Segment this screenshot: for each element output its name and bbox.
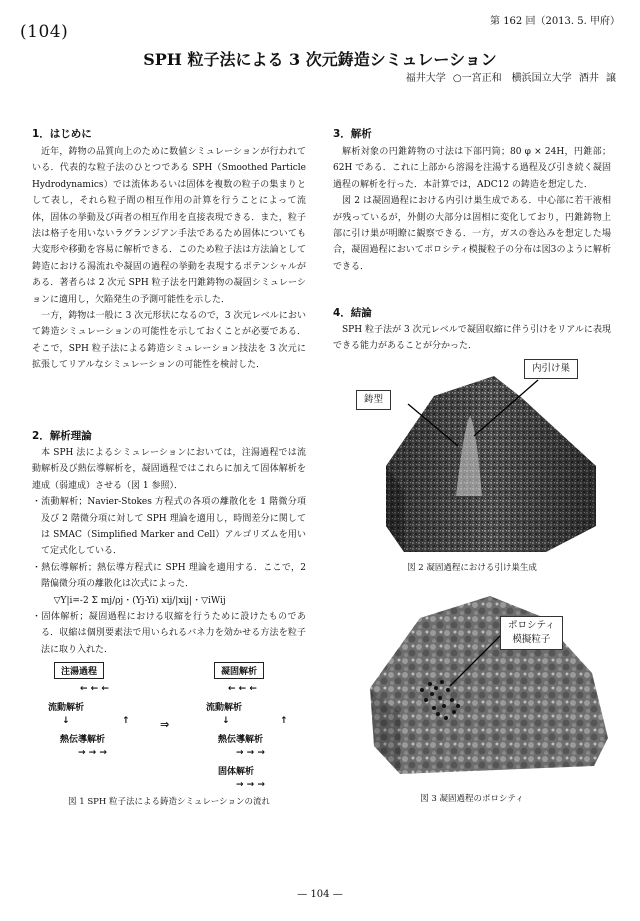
arrows-left-1: ← ← ← (80, 684, 109, 694)
flow-box-pouring: 注湯過程 (54, 662, 104, 679)
section-2-bullet-heat: ・熱伝導解析；熱伝導方程式に SPH 理論を適用する．ここで，2 階偏微分項の離散化は次式によった． (32, 562, 306, 590)
figure-1-caption: 図 1 SPH 粒子法による鋳造シミュレーションの流れ (68, 797, 270, 807)
arrow-down-2: ↓ (222, 716, 230, 726)
conference-info: 第 162 回（2013. 5. 甲府） (490, 16, 620, 27)
figure-3-caption: 図 3 凝固過程のポロシティ (420, 794, 524, 804)
section-2-heading: 2．解析理論 (32, 430, 92, 442)
figure-2-caption: 図 2 凝固過程における引け巣生成 (407, 563, 537, 573)
label-porosity-line1: ポロシティ (508, 620, 555, 631)
label-porosity-line2: 模擬粒子 (512, 634, 551, 645)
label-mold: 鋳型 (356, 390, 391, 410)
page-number: (104) (20, 22, 69, 42)
section-3-paragraph-1: 解析対象の円錐鋳物の寸法は下部円筒；80 φ × 24H，円錐部；62H である．これに上部から溶湯を注湯する過程及び引き続く凝固過程の解析を行った．本計算では，ADC12 の鋳造を想定した． (333, 147, 611, 190)
figure-2 (346, 356, 616, 556)
label-shrinkage-cavity: 内引け巣 (524, 359, 578, 379)
section-4-heading: 4．結論 (333, 307, 372, 319)
section-2-bullet-solid: ・固体解析；凝固過程における収縮を行うために設けたものである．収縮は個別要素法で用いられるバネ力を効かせる方法を粒子法に取り入れた． (32, 612, 306, 655)
flow-analysis-1: 流動解析 (48, 703, 85, 713)
section-3-body (333, 144, 611, 275)
section-1-heading: 1．はじめに (32, 128, 92, 140)
section-1-body (32, 144, 306, 374)
heat-analysis-1: 熱伝導解析 (60, 735, 106, 745)
arrows-right-1: → → → (78, 748, 107, 758)
label-porosity-particles (500, 616, 563, 650)
arrow-up-1: ↑ (122, 716, 130, 726)
arrow-up-2: ↑ (280, 716, 288, 726)
figure-1-flow (32, 658, 306, 808)
figure-2-render (346, 356, 616, 556)
arrows-right-2: → → → (236, 748, 265, 758)
section-1-paragraph-1: 近年，鋳物の品質向上のために数値シミュレーションが行われている．代表的な粒子法のひとつである SPH（Smoothed Particle Hydrodynamics）では流体あるいは固体を複数の粒子の集まりとして表し，それら粒子間の相互作用の計算を行うことによって流体，固体の挙動及び両者の相互作用を直接表現できる．また，粒子法は格子を用いないラグランジアン手法であるため固体についても大変形や移動を容易に解析できる．このため粒子法は方法論として鋳造における湯流れや凝固の過程の挙動を表現するポテンシャルがある．著者らは 2 次元 SPH 粒子法を円錐鋳物の凝固シミュレーションに適用し，欠陥発生の予測可能性を示した． (32, 147, 306, 305)
section-2-formula: ▽Y|i=-2 Σ mj/ρj・(Yj-Yi) xij/|xij|・▽iWij (53, 595, 226, 606)
arrows-right-3: → → → (236, 780, 265, 790)
arrow-down-1: ↓ (62, 716, 70, 726)
casting-porosity-body (370, 596, 608, 774)
section-4-body (333, 322, 611, 355)
section-2-paragraph-1: 本 SPH 法によるシミュレーションにおいては，注湯過程では流動解析及び熱伝導解析を，凝固過程ではこれらに加えて固体解析を連成（弱連成）させる（図 1 参照）． (32, 448, 306, 491)
flow-box-solidification: 凝固解析 (214, 662, 264, 679)
figure-3 (360, 588, 616, 780)
page-footer: — 104 — (297, 889, 343, 900)
implies-arrow: ⇒ (160, 718, 170, 731)
section-3-heading: 3．解析 (333, 128, 372, 140)
heat-analysis-2: 熱伝導解析 (218, 735, 264, 745)
figure-3-render (360, 588, 616, 780)
solid-analysis: 固体解析 (218, 767, 255, 777)
flow-analysis-2: 流動解析 (206, 703, 243, 713)
authors: 福井大学 ○一宮正和 横浜国立大学 酒井 譲 (405, 73, 616, 84)
section-1-paragraph-2: 一方，鋳物は一般に 3 次元形状になるので，3 次元レベルにおいて鋳造シミュレーションの可能性を示しておくことが必要である．そこで，SPH 粒子法による鋳造シミュレーション技法を 3 次元に拡張してリアルなシミュレーションの可能性を検討した． (32, 311, 306, 371)
section-3-paragraph-2: 図 2 は凝固過程における内引け巣生成である．中心部に若干液相が残っているが，外側の大部分は固相に変化しており，円錐鋳物上部に引け巣が明瞭に観察できる．一方，ガスの巻込みを想定した場合，凝固過程においてポロシティ模擬粒子の分布は図3のように解析できる． (333, 196, 611, 272)
paper-title: SPH 粒子法による 3 次元鋳造シミュレーション (143, 50, 497, 69)
section-2-body (32, 445, 306, 658)
section-2-bullet-flow: ・流動解析；Navier-Stokes 方程式の各項の離散化を 1 階微分項及び 2 階微分項に対して SPH 理論を適用し，時間差分に関しては SMAC（Simplified Marker and Cell）アルゴリズムを用いて定式化している． (32, 497, 306, 557)
section-4-paragraph-1: SPH 粒子法が 3 次元レベルで凝固収縮に伴う引けをリアルに表現できる能力があることが分かった． (333, 325, 611, 352)
arrows-left-2: ← ← ← (228, 684, 257, 694)
